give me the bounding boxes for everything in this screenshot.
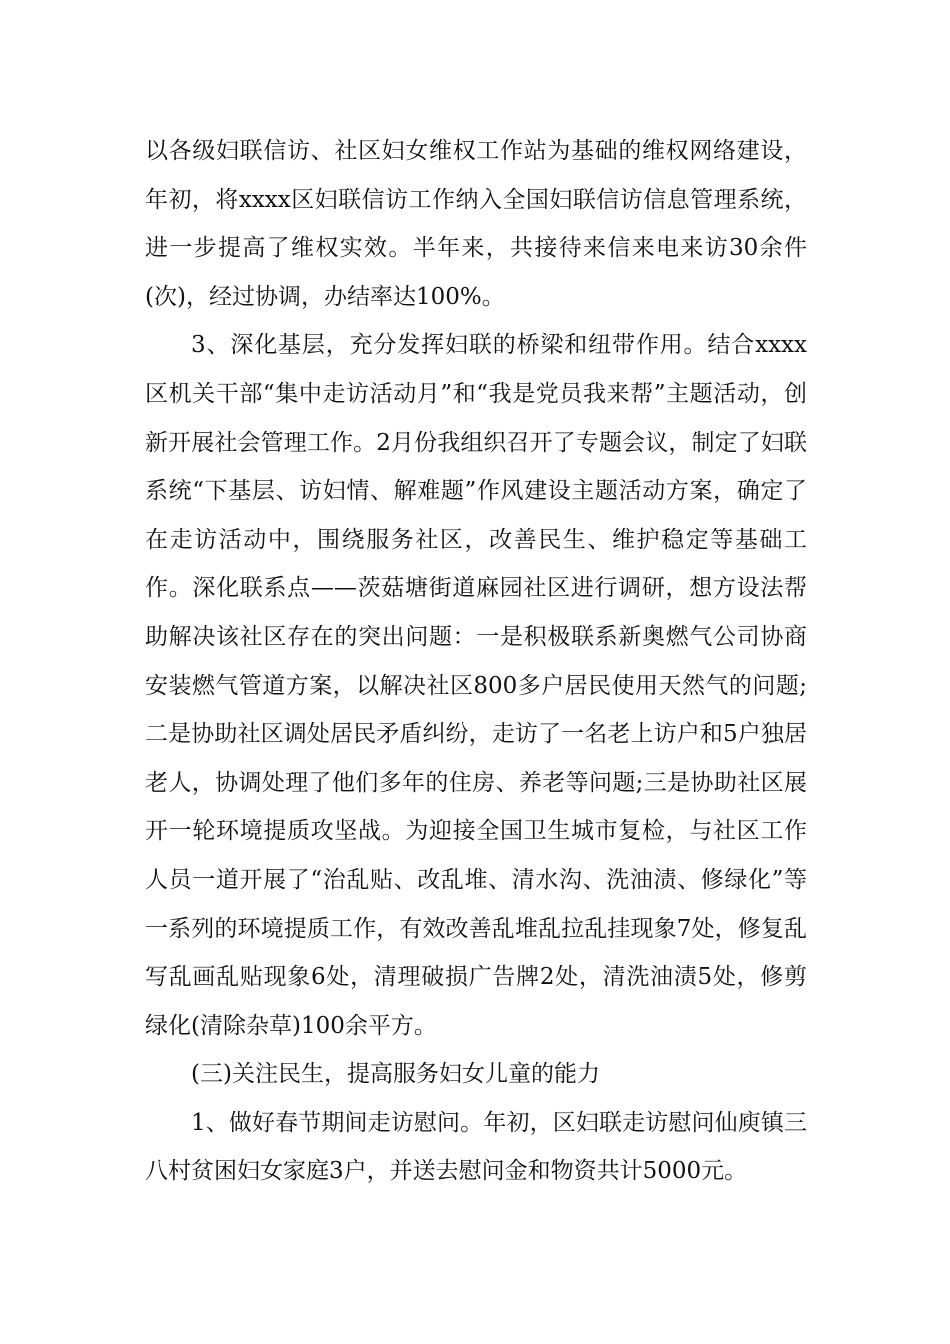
document-body [145, 127, 807, 1196]
paragraph-continuation: 以各级妇联信访、社区妇女维权工作站为基础的维权网络建设，年初，将xxxx区妇联信访工作纳入全国妇联信访信息管理系统，进一步提高了维权实效。半年来，共接待来信来电来访30余件(次)，经过协调，办结率达100%。 [145, 138, 807, 310]
section-heading: (三)关注民生，提高服务妇女儿童的能力 [191, 1061, 600, 1088]
paragraph-item-1: 1、做好春节期间走访慰问。年初，区妇联走访慰问仙庾镇三八村贫困妇女家庭3户，并送去慰问金和物资共计5000元。 [145, 1109, 807, 1185]
paragraph-section-3: 3、深化基层，充分发挥妇联的桥梁和纽带作用。结合xxxx区机关干部“集中走访活动月”和“我是党员我来帮”主题活动，创新开展社会管理工作。2月份我组织召开了专题会议，制定了妇联系统“下基层、访妇情、解难题”作风建设主题活动方案，确定了在走访活动中，围绕服务社区，改善民生、维护稳定等基础工作。深化联系点——茨菇塘街道麻园社区进行调研，想方设法帮助解决该社区存在的突出问题：一是积极联系新奥燃气公司协商安装燃气管道方案，以解决社区800多户居民使用天然气的问题;二是协助社区调处居民矛盾纠纷，走访了一名老上访户和5户独居老人，协调处理了他们多年的住房、养老等问题;三是协助社区展开一轮环境提质攻坚战。为迎接全国卫生城市复检，与社区工作人员一道开展了“治乱贴、改乱堆、清水沟、洗油渍、修绿化”等一系列的环境提质工作，有效改善乱堆乱拉乱挂现象7处，修复乱写乱画乱贴现象6处，清理破损广告牌2处，清洗油渍5处，修剪绿化(清除杂草)100余平方。 [145, 332, 807, 1039]
